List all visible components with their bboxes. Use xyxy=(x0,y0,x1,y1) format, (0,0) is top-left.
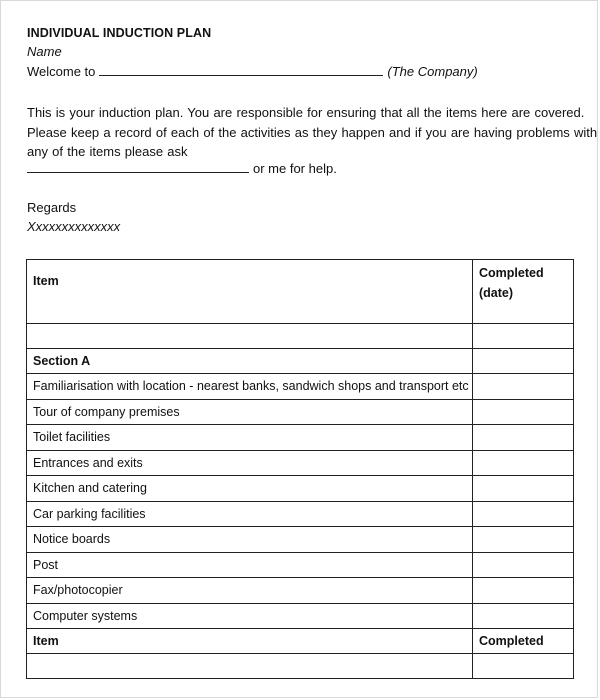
completed-cell[interactable] xyxy=(473,501,574,527)
item-cell: Kitchen and catering xyxy=(27,476,473,502)
contact-name-blank[interactable] xyxy=(27,161,249,173)
table-row xyxy=(27,654,574,679)
table-row xyxy=(27,476,574,502)
header-completed-date-label: (date) xyxy=(479,286,514,300)
item-cell: Entrances and exits xyxy=(27,450,473,476)
signature-name: Xxxxxxxxxxxxxx xyxy=(27,219,121,234)
item-cell: Fax/photocopier xyxy=(27,578,473,604)
completed-cell[interactable] xyxy=(473,654,574,679)
completed-cell[interactable] xyxy=(473,374,574,400)
table-row xyxy=(27,450,574,476)
table-row xyxy=(27,324,574,349)
completed-cell[interactable] xyxy=(473,603,574,629)
completed-cell[interactable] xyxy=(473,552,574,578)
completed-cell[interactable] xyxy=(473,476,574,502)
item-cell: Post xyxy=(27,552,473,578)
table-row xyxy=(27,552,574,578)
name-label: Name xyxy=(27,44,62,59)
header-item-cell: Item xyxy=(27,260,473,324)
table-footer-row xyxy=(27,629,574,654)
item-cell: Car parking facilities xyxy=(27,501,473,527)
document-title: INDIVIDUAL INDUCTION PLAN xyxy=(27,26,212,40)
table-row xyxy=(27,374,574,400)
section-label: Section A xyxy=(27,349,473,374)
footer-completed-cell: Completed xyxy=(473,629,574,654)
table-row xyxy=(27,501,574,527)
header-completed-label: Completed xyxy=(479,266,544,280)
item-cell: Computer systems xyxy=(27,603,473,629)
intro-paragraph xyxy=(27,103,598,162)
intro-line: This is your induction plan. You are responsible for ensuring that all the items here are covered. xyxy=(27,105,585,120)
completed-cell[interactable] xyxy=(473,399,574,425)
company-name-blank[interactable] xyxy=(99,64,383,76)
table-row xyxy=(27,399,574,425)
item-cell: Notice boards xyxy=(27,527,473,553)
welcome-line xyxy=(27,64,478,79)
table-header-row xyxy=(27,260,574,324)
completed-cell[interactable] xyxy=(473,578,574,604)
item-cell: Tour of company premises xyxy=(27,399,473,425)
intro-line: any of the items please ask xyxy=(27,144,188,159)
header-completed-cell xyxy=(473,260,574,324)
item-cell[interactable] xyxy=(27,654,473,679)
completed-cell[interactable] xyxy=(473,425,574,451)
completed-cell[interactable] xyxy=(473,349,574,374)
help-suffix: or me for help. xyxy=(253,161,337,176)
table-row xyxy=(27,578,574,604)
ask-line xyxy=(27,161,337,176)
completed-cell[interactable] xyxy=(473,527,574,553)
table-row xyxy=(27,425,574,451)
table-row xyxy=(27,603,574,629)
company-label: (The Company) xyxy=(387,64,478,79)
table-row xyxy=(27,527,574,553)
completed-cell[interactable] xyxy=(473,324,574,349)
item-cell[interactable] xyxy=(27,324,473,349)
intro-line: Please keep a record of each of the activities as they happen and if you are having problems with xyxy=(27,124,598,140)
regards-label: Regards xyxy=(27,200,77,215)
item-cell: Toilet facilities xyxy=(27,425,473,451)
section-row xyxy=(27,349,574,374)
footer-item-cell: Item xyxy=(27,629,473,654)
welcome-label: Welcome to xyxy=(27,64,96,79)
item-cell: Familiarisation with location - nearest banks, sandwich shops and transport etc xyxy=(27,374,473,400)
induction-table xyxy=(26,259,574,679)
completed-cell[interactable] xyxy=(473,450,574,476)
